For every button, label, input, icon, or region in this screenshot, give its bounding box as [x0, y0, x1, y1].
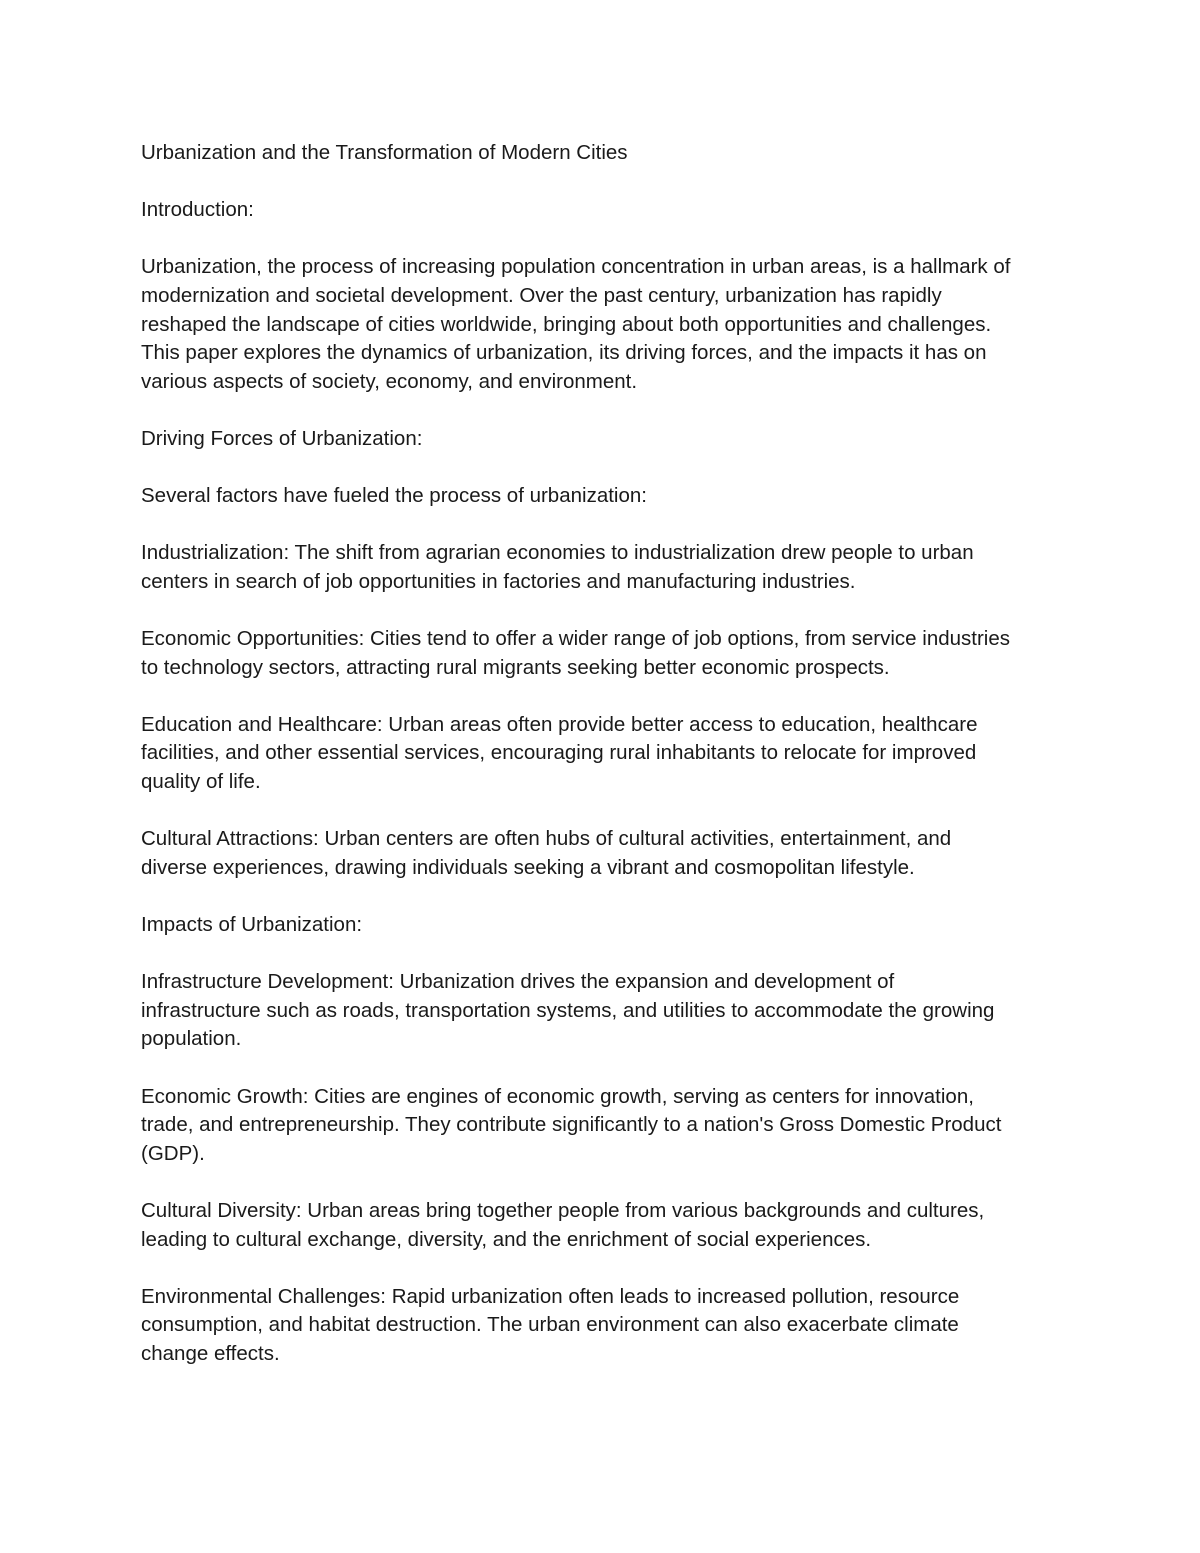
paragraph-line: to technology sectors, attracting rural migrants seeking better economic prospects. [141, 655, 890, 679]
paragraph-line: population. [141, 1027, 242, 1051]
paragraph [141, 253, 1071, 396]
section-heading-text: Impacts of Urbanization: [141, 913, 363, 937]
paragraph-line: Several factors have fueled the process of urbanization: [141, 484, 647, 508]
paragraph-line: modernization and societal development. Over the past century, urbanization has rapidly [141, 283, 942, 307]
paragraph [141, 482, 1071, 511]
section-heading [141, 911, 1071, 940]
paragraph-line: Education and Healthcare: Urban areas often provide better access to education, healthcare [141, 712, 978, 736]
paragraph-line: Urbanization, the process of increasing population concentration in urban areas, is a hallmark of [141, 255, 1011, 279]
paragraph [141, 625, 1071, 682]
paragraph-line: consumption, and habitat destruction. The urban environment can also exacerbate climate [141, 1313, 959, 1337]
paragraph-line: facilities, and other essential services, encouraging rural inhabitants to relocate for improved [141, 741, 977, 765]
paragraph-line: reshaped the landscape of cities worldwide, bringing about both opportunities and challenges. [141, 312, 992, 336]
paragraph-line: Infrastructure Development: Urbanization drives the expansion and development of [141, 970, 895, 994]
paragraph-line: quality of life. [141, 770, 261, 794]
paragraph-line: This paper explores the dynamics of urbanization, its driving forces, and the impacts it has on [141, 341, 987, 365]
paragraph-line: Cultural Diversity: Urban areas bring together people from various backgrounds and cultures, [141, 1198, 985, 1222]
document-body [141, 196, 1071, 1368]
paragraph [141, 968, 1071, 1054]
section-heading-text: Introduction: [141, 198, 254, 222]
paragraph-line: leading to cultural exchange, diversity, and the enrichment of social experiences. [141, 1227, 872, 1251]
title-text: Urbanization and the Transformation of Modern Cities [141, 141, 628, 164]
paragraph-line: Industrialization: The shift from agrarian economies to industrialization drew people to urban [141, 541, 974, 565]
paragraph-line: Cultural Attractions: Urban centers are often hubs of cultural activities, entertainment, and [141, 827, 952, 851]
paragraph-line: change effects. [141, 1341, 280, 1365]
section-heading [141, 196, 1071, 225]
paragraph [141, 1283, 1071, 1369]
paragraph-line: (GDP). [141, 1141, 205, 1165]
paragraph-line: Environmental Challenges: Rapid urbanization often leads to increased pollution, resource [141, 1284, 960, 1308]
paragraph-line: trade, and entrepreneurship. They contribute significantly to a nation's Gross Domestic Product [141, 1113, 1002, 1137]
paragraph-line: diverse experiences, drawing individuals seeking a vibrant and cosmopolitan lifestyle. [141, 855, 915, 879]
section-heading [141, 425, 1071, 454]
document-title [141, 139, 1071, 168]
paragraph-line: Economic Growth: Cities are engines of economic growth, serving as centers for innovation, [141, 1084, 974, 1108]
paragraph [141, 1083, 1071, 1169]
paragraph-line: Economic Opportunities: Cities tend to offer a wider range of job options, from service industries [141, 627, 1011, 651]
paragraph [141, 1197, 1071, 1254]
paragraph [141, 539, 1071, 596]
document-page [141, 139, 1071, 1369]
paragraph-line: infrastructure such as roads, transportation systems, and utilities to accommodate the growing [141, 998, 995, 1022]
paragraph-line: various aspects of society, economy, and environment. [141, 369, 638, 393]
paragraph-line: centers in search of job opportunities in factories and manufacturing industries. [141, 569, 856, 593]
paragraph [141, 711, 1071, 797]
paragraph [141, 825, 1071, 882]
section-heading-text: Driving Forces of Urbanization: [141, 426, 423, 450]
